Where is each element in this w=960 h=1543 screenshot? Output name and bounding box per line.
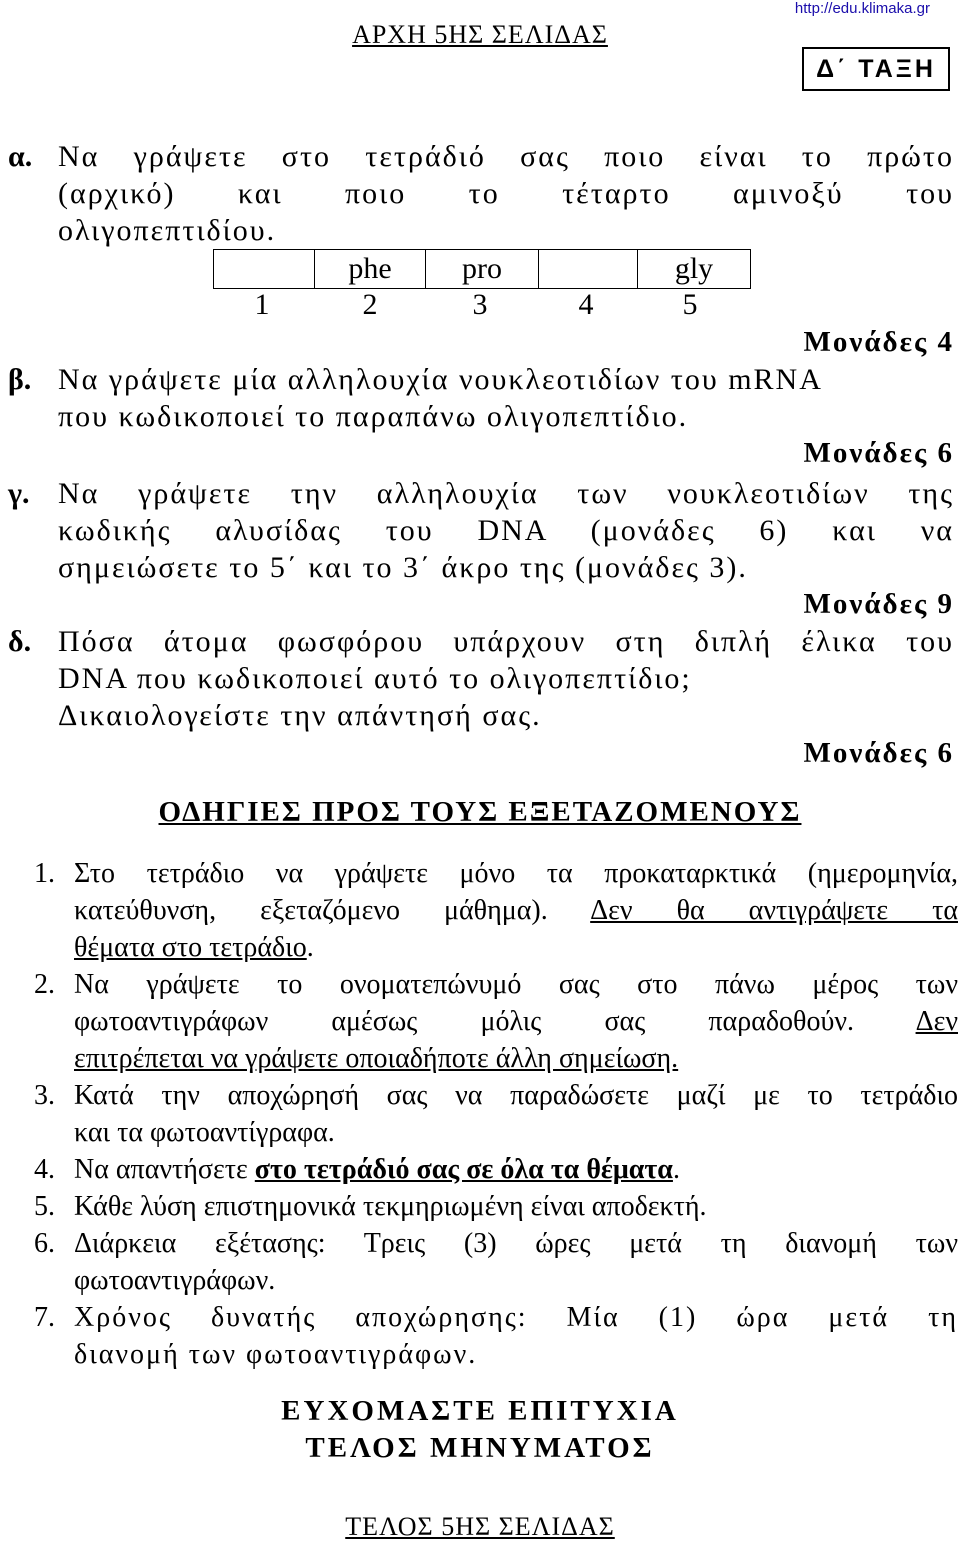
source-url[interactable]: http://edu.klimaka.gr — [794, 0, 930, 17]
question-a-line-2: (αρχικό) και ποιο το τέταρτο αμινοξύ του — [58, 177, 954, 210]
instruction-5-line-1: Κάθε λύση επιστημονικά τεκμηριωμένη είναι αποδεκτή. — [74, 1191, 707, 1222]
question-b-line-2: που κωδικοποιεί το παραπάνω ολιγοπεπτίδιο. — [58, 400, 689, 433]
position-number: 4 — [578, 288, 594, 321]
instruction-1-underlined: Δεν θα αντιγράψετε τα — [590, 895, 958, 926]
closing-line-1: ΕΥΧΟΜΑΣΤΕ ΕΠΙΤΥΧΙΑ — [281, 1395, 679, 1427]
instruction-6-line-1: Διάρκεια εξέτασης: Τρεις (3) ώρες μετά τη διανομή των — [74, 1228, 958, 1259]
instruction-2-underlined: Δεν — [915, 1006, 958, 1037]
instruction-3-line-1: Κατά την αποχώρησή σας να παραδώσετε μαζί με το τετράδιο — [74, 1080, 958, 1111]
question-a-line-3: ολιγοπεπτιδίου. — [58, 214, 277, 247]
question-d-line-2: DNA που κωδικοποιεί αυτό το ολιγοπεπτίδιο; — [58, 662, 692, 695]
instruction-4-text: Να απαντήσετε — [74, 1154, 255, 1185]
class-label: Δ΄ ΤΑΞΗ — [802, 47, 950, 91]
units-a: Μονάδες 4 — [803, 326, 954, 358]
instruction-number-5: 5. — [34, 1191, 55, 1222]
instruction-2-underlined-2: επιτρέπεται να γράψετε οποιαδήποτε άλλη σημείωση. — [74, 1043, 679, 1074]
instruction-1-underlined-2: θέματα στο τετράδιο — [74, 932, 307, 963]
question-c-line-1: Να γράψετε την αλληλουχία των νουκλεοτιδίων της — [58, 477, 954, 510]
instruction-number-1: 1. — [34, 858, 55, 889]
instruction-number-3: 3. — [34, 1080, 55, 1111]
instructions-title: ΟΔΗΓΙΕΣ ΠΡΟΣ ΤΟΥΣ ΕΞΕΤΑΖΟΜΕΝΟΥΣ — [158, 796, 802, 828]
instruction-2-line-3 — [74, 1043, 958, 1075]
instruction-4-emphasis: στο τετράδιό σας σε όλα τα θέματα — [254, 1154, 673, 1185]
instruction-number-7: 7. — [34, 1302, 55, 1333]
instruction-1-period: . — [306, 932, 314, 963]
question-c-line-2: κωδικής αλυσίδας του DNA (μονάδες 6) και να — [58, 514, 954, 547]
units-b: Μονάδες 6 — [803, 437, 954, 469]
question-letter-c: γ. — [8, 477, 30, 510]
question-b-line-1: Να γράψετε μία αλληλουχία νουκλεοτιδίων του mRNA — [58, 363, 823, 396]
peptide-cell-4 — [539, 250, 638, 289]
instruction-1-line-1: Στο τετράδιο να γράψετε μόνο τα προκαταρκτικά (ημερομηνία, — [74, 858, 958, 889]
position-number: 1 — [254, 288, 270, 321]
peptide-table — [213, 249, 751, 289]
instruction-7-line-2: διανομή των φωτοαντιγράφων. — [74, 1339, 478, 1370]
instruction-2-line-1: Να γράψετε το ονοματεπώνυμό σας στο πάνω μέρος των — [74, 969, 958, 1000]
instruction-number-2: 2. — [34, 969, 55, 1000]
question-letter-a: α. — [8, 140, 33, 173]
question-d-line-3: Δικαιολογείστε την απάντησή σας. — [58, 699, 542, 732]
instruction-1-line-3 — [74, 932, 958, 964]
page-footer: ΤΕΛΟΣ 5ΗΣ ΣΕΛΙΔΑΣ — [345, 1512, 615, 1541]
peptide-cell-2: phe — [315, 250, 426, 289]
instruction-number-4: 4. — [34, 1154, 55, 1185]
instruction-2-text: φωτοαντιγράφων αμέσως μόλις σας παραδοθούν. — [74, 1006, 916, 1037]
instruction-number-6: 6. — [34, 1228, 55, 1259]
position-number: 5 — [682, 288, 698, 321]
instruction-6-line-2: φωτοαντιγράφων. — [74, 1265, 276, 1296]
instruction-4-period: . — [672, 1154, 680, 1185]
closing-line-2: ΤΕΛΟΣ ΜΗΝΥΜΑΤΟΣ — [305, 1432, 655, 1464]
instruction-7-line-1: Χρόνος δυνατής αποχώρησης: Μία (1) ώρα μετά τη — [74, 1302, 958, 1333]
peptide-cell-3: pro — [426, 250, 539, 289]
peptide-cell-1 — [214, 250, 315, 289]
question-letter-d: δ. — [8, 625, 32, 658]
question-d-line-1: Πόσα άτομα φωσφόρου υπάρχουν στη διπλή έλικα του — [58, 625, 954, 658]
position-number: 3 — [472, 288, 488, 321]
instruction-2-line-2 — [74, 1006, 958, 1038]
units-d: Μονάδες 6 — [803, 737, 954, 769]
position-number: 2 — [362, 288, 378, 321]
instruction-1-line-2 — [74, 895, 958, 927]
instruction-1-text: κατεύθυνση, εξεταζόμενο μάθημα). — [74, 895, 591, 926]
units-c: Μονάδες 9 — [803, 588, 954, 620]
instruction-3-line-2: και τα φωτοαντίγραφα. — [74, 1117, 335, 1148]
page-header: ΑΡΧΗ 5ΗΣ ΣΕΛΙΔΑΣ — [352, 20, 608, 49]
question-c-line-3: σημειώσετε το 5΄ και το 3΄ άκρο της (μονάδες 3). — [58, 551, 748, 584]
instruction-4-line-1 — [74, 1154, 958, 1186]
question-letter-b: β. — [8, 363, 32, 396]
peptide-cell-5: gly — [638, 250, 751, 289]
question-a-line-1: Να γράψετε στο τετράδιό σας ποιο είναι το πρώτο — [58, 140, 954, 173]
